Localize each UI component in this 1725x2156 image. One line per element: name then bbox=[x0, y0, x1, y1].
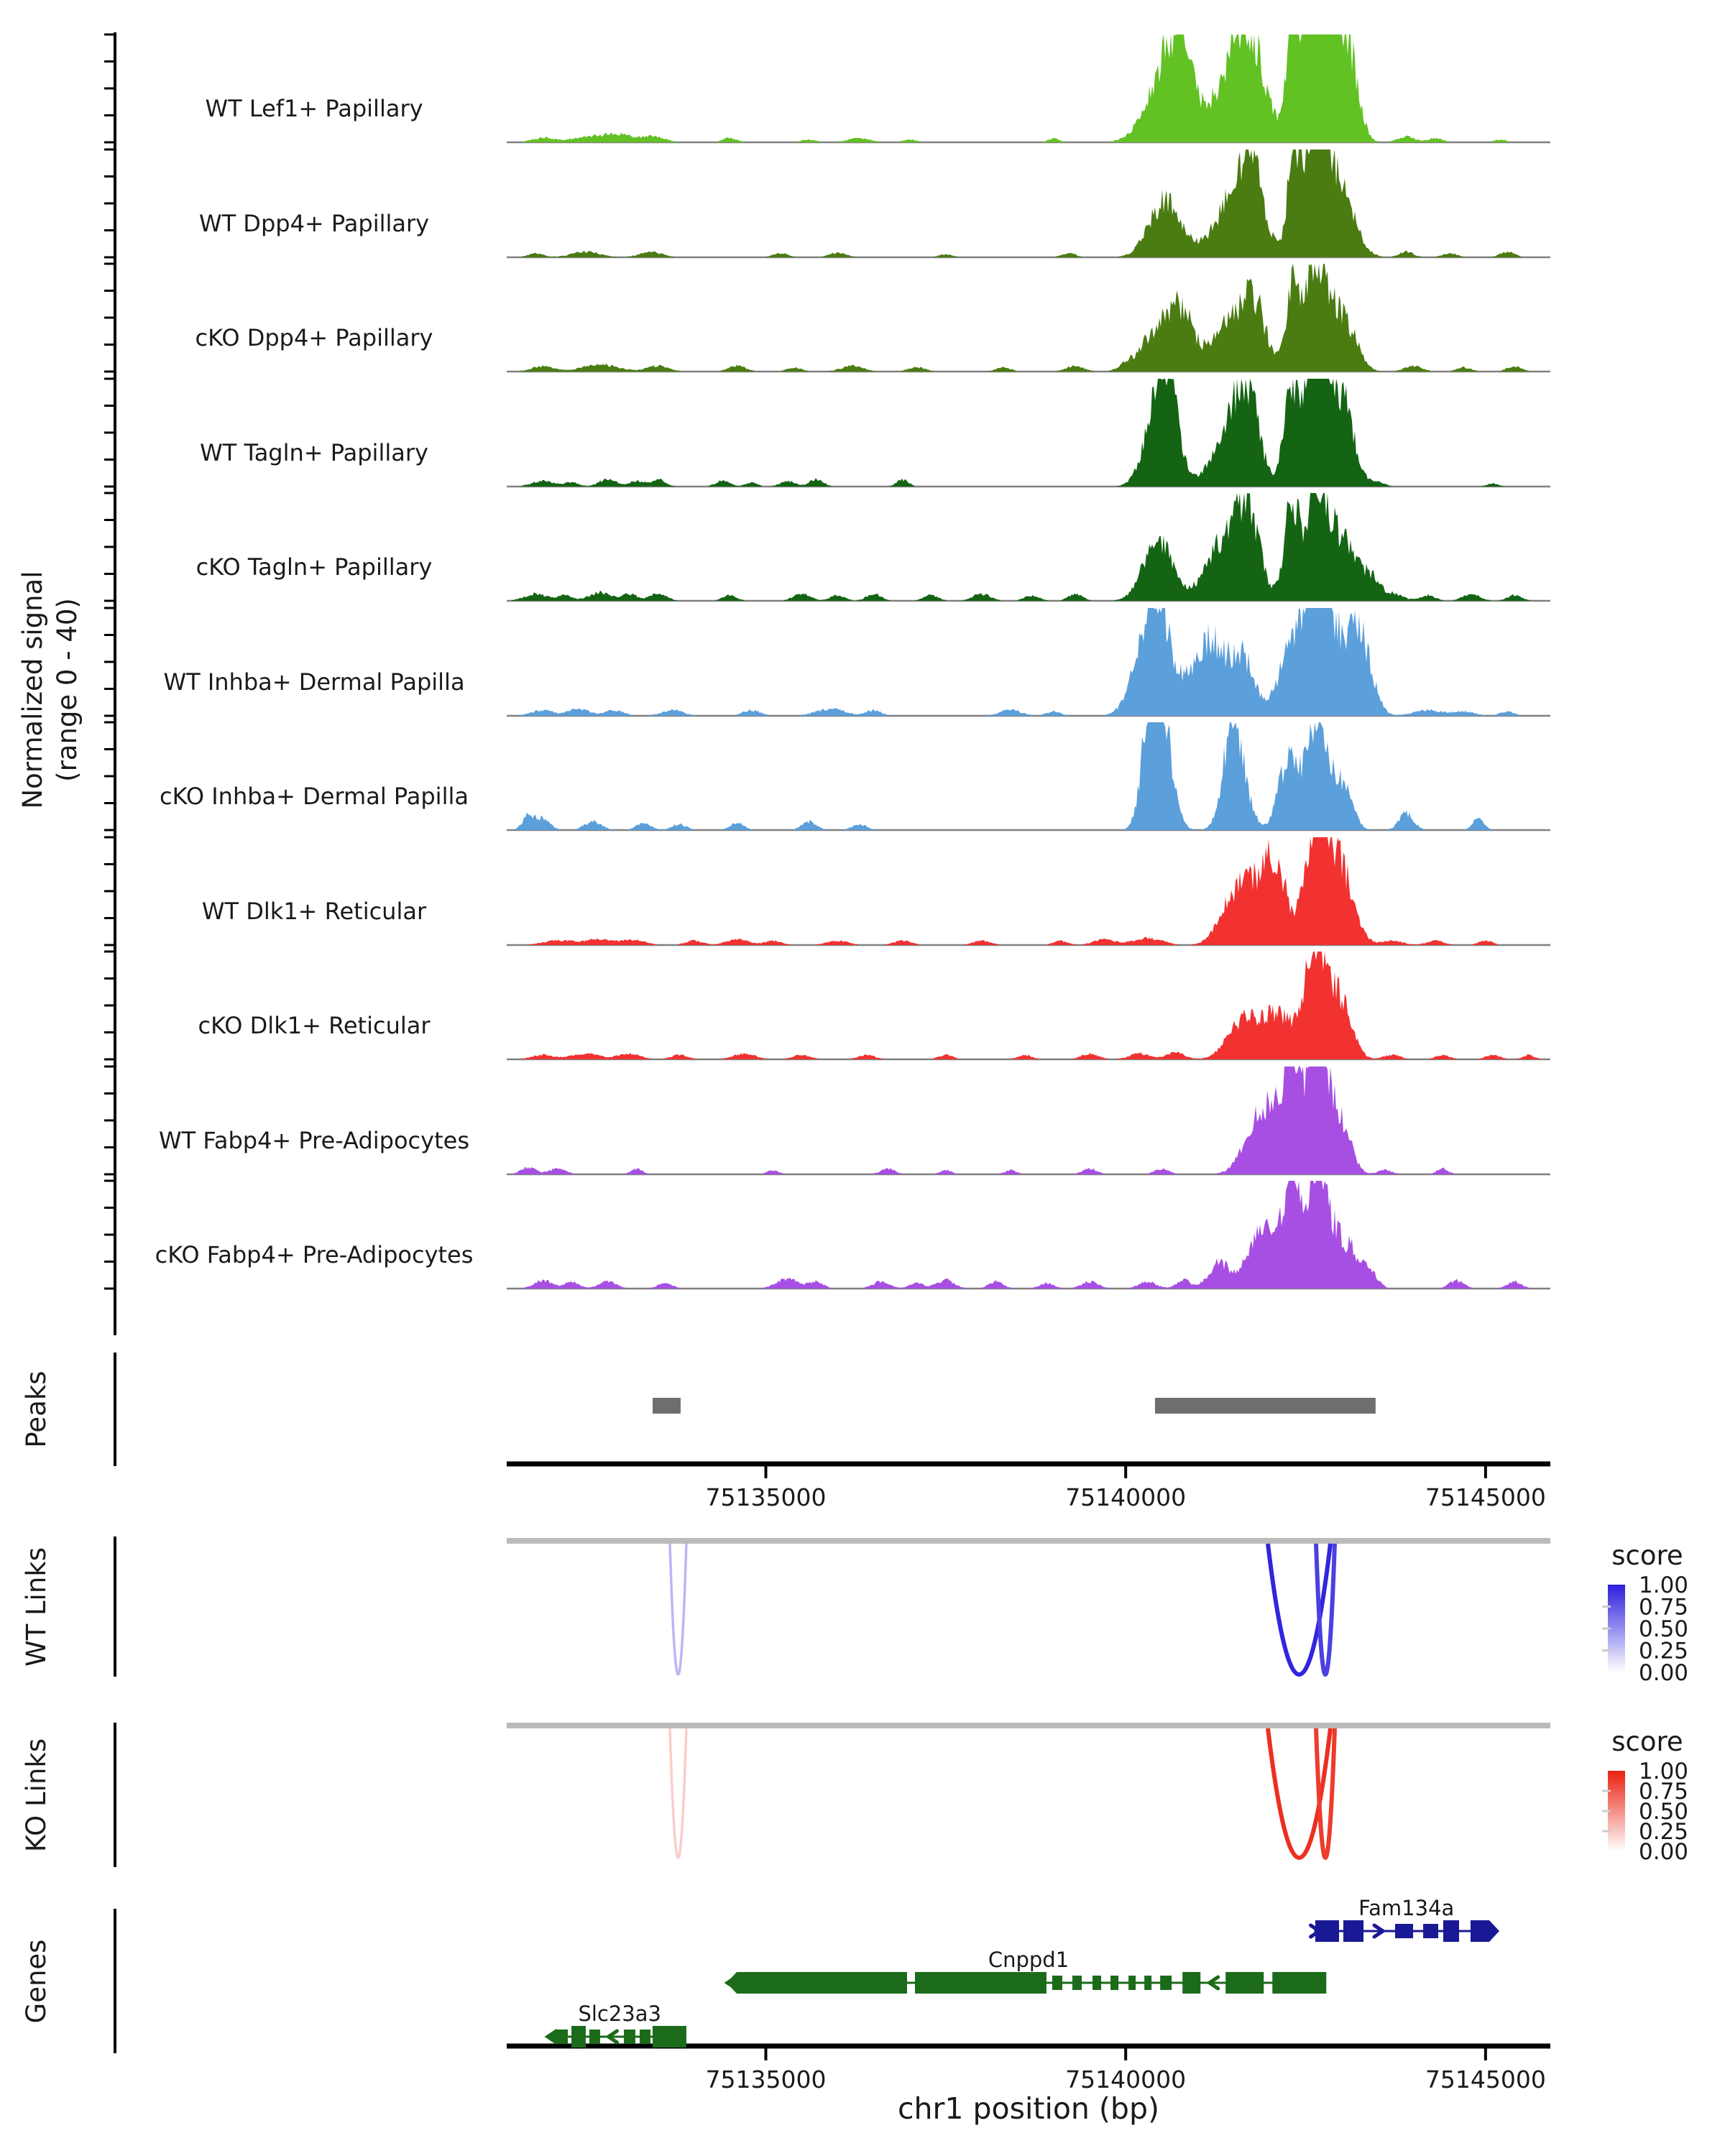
gene-exon bbox=[589, 2030, 600, 2044]
legend-tick-label: 0.75 bbox=[1639, 1594, 1689, 1621]
axis-tick-label: 75135000 bbox=[705, 2065, 827, 2093]
track-label: cKO Tagln+ Papillary bbox=[196, 553, 433, 581]
signal-track bbox=[160, 722, 1550, 830]
gene-model bbox=[727, 1948, 1326, 1994]
signal-track bbox=[155, 1181, 1550, 1289]
track-label: WT Dpp4+ Papillary bbox=[198, 210, 430, 237]
ko-links-track bbox=[115, 1723, 1688, 1867]
signal-track bbox=[196, 493, 1550, 601]
gene-exon bbox=[640, 2030, 650, 2044]
legend-tick-label: 0.25 bbox=[1639, 1819, 1689, 1845]
axis-tick-label: 75140000 bbox=[1065, 2065, 1187, 2093]
track-label: cKO Inhba+ Dermal Papilla bbox=[160, 783, 469, 810]
genome-axis-top bbox=[507, 1464, 1550, 1511]
legend-tick-label: 0.00 bbox=[1639, 1839, 1689, 1865]
track-label: WT Lef1+ Papillary bbox=[205, 95, 423, 122]
gene-exon bbox=[1225, 1972, 1264, 1994]
gene-model bbox=[1311, 1896, 1499, 1942]
coverage-area bbox=[507, 722, 1550, 830]
gene-exon bbox=[1423, 1924, 1438, 1938]
signal-track bbox=[163, 608, 1550, 716]
track-label: cKO Dlk1+ Reticular bbox=[198, 1012, 431, 1039]
track-label: WT Tagln+ Papillary bbox=[200, 439, 428, 466]
ko-links-legend-title: score bbox=[1611, 1726, 1683, 1757]
gene-name-label: Cnppd1 bbox=[988, 1948, 1070, 1972]
coverage-area bbox=[507, 149, 1550, 257]
gene-name-label: Slc23a3 bbox=[578, 2001, 661, 2026]
coverage-area bbox=[507, 837, 1550, 945]
track-label: cKO Dpp4+ Papillary bbox=[195, 324, 433, 351]
gene-exon bbox=[1144, 1976, 1151, 1990]
genome-axis-bottom bbox=[507, 2046, 1550, 2093]
legend-tick-label: 1.00 bbox=[1639, 1572, 1689, 1598]
gene-name-label: Fam134a bbox=[1358, 1896, 1455, 1920]
legend-tick-label: 0.75 bbox=[1639, 1779, 1689, 1805]
legend-tick-label: 1.00 bbox=[1639, 1759, 1689, 1784]
gene-exon bbox=[1160, 1976, 1172, 1990]
x-axis-title: chr1 position (bp) bbox=[898, 2091, 1159, 2126]
gene-exon bbox=[1128, 1976, 1136, 1990]
section-label-peaks: Peaks bbox=[21, 1370, 52, 1448]
y-axis-title-line1: Normalized signal bbox=[17, 571, 48, 809]
gene-exon bbox=[1182, 1972, 1200, 1994]
gene-exon bbox=[1052, 1976, 1062, 1990]
section-label-ko-links: KO Links bbox=[21, 1738, 52, 1853]
link-arc bbox=[670, 1728, 686, 1858]
gene-exon bbox=[1443, 1920, 1459, 1942]
axis-tick-label: 75135000 bbox=[705, 1483, 827, 1511]
coverage-area bbox=[507, 1067, 1550, 1174]
coverage-area bbox=[507, 493, 1550, 601]
gene-terminal-exon bbox=[547, 2030, 568, 2044]
gene-exon bbox=[1272, 1972, 1326, 1994]
signal-track bbox=[202, 837, 1550, 945]
peaks-track bbox=[115, 1353, 1376, 1466]
gene-exon bbox=[624, 2030, 635, 2044]
axis-tick-label: 75140000 bbox=[1065, 1483, 1187, 1511]
signal-track bbox=[198, 952, 1550, 1059]
track-label: WT Fabp4+ Pre-Adipocytes bbox=[159, 1127, 469, 1154]
wt-links-legend-title: score bbox=[1611, 1540, 1683, 1571]
coverage-area bbox=[507, 952, 1550, 1059]
gene-terminal-exon bbox=[727, 1972, 907, 1994]
gene-exon bbox=[1395, 1924, 1413, 1938]
coverage-area bbox=[507, 379, 1550, 487]
link-arc bbox=[670, 1544, 686, 1674]
gene-exon bbox=[1110, 1976, 1118, 1990]
legend-tick-label: 0.50 bbox=[1639, 1616, 1689, 1642]
signal-track bbox=[199, 149, 1550, 257]
gene-exon bbox=[1072, 1976, 1082, 1990]
gene-exon bbox=[1315, 1920, 1339, 1942]
gene-exon bbox=[915, 1972, 1046, 1994]
signal-track bbox=[205, 34, 1550, 142]
coverage-area bbox=[507, 1181, 1550, 1289]
link-arc bbox=[1316, 1544, 1335, 1674]
section-label-wt-links: WT Links bbox=[21, 1547, 52, 1667]
track-label: WT Dlk1+ Reticular bbox=[201, 898, 427, 925]
legend-tick-label: 0.50 bbox=[1639, 1799, 1689, 1825]
coverage-area bbox=[507, 34, 1550, 142]
axis-tick-label: 75145000 bbox=[1425, 2065, 1546, 2093]
coverage-area bbox=[507, 608, 1550, 716]
coverage-area bbox=[507, 264, 1550, 372]
y-axis-title-line2: (range 0 - 40) bbox=[52, 598, 83, 782]
signal-track bbox=[200, 379, 1550, 487]
gene-exon bbox=[1343, 1920, 1363, 1942]
peak-interval bbox=[1155, 1398, 1376, 1414]
gene-model bbox=[547, 2001, 686, 2047]
gene-exon bbox=[653, 2026, 686, 2047]
gene-exon bbox=[571, 2026, 586, 2047]
signal-track bbox=[196, 264, 1550, 372]
gene-exon bbox=[1092, 1976, 1101, 1990]
signal-track bbox=[159, 1067, 1550, 1174]
wt-links-track bbox=[115, 1537, 1688, 1686]
peak-interval bbox=[653, 1398, 681, 1414]
legend-tick-label: 0.25 bbox=[1639, 1638, 1689, 1664]
track-label: cKO Fabp4+ Pre-Adipocytes bbox=[155, 1241, 474, 1268]
axis-tick-label: 75145000 bbox=[1425, 1483, 1546, 1511]
gene-terminal-exon bbox=[1471, 1920, 1499, 1942]
track-label: WT Inhba+ Dermal Papilla bbox=[163, 668, 465, 696]
signal-y-axis bbox=[104, 32, 115, 1335]
link-arc bbox=[1316, 1728, 1335, 1858]
section-label-genes: Genes bbox=[21, 1939, 52, 2024]
legend-tick-label: 0.00 bbox=[1639, 1660, 1689, 1686]
